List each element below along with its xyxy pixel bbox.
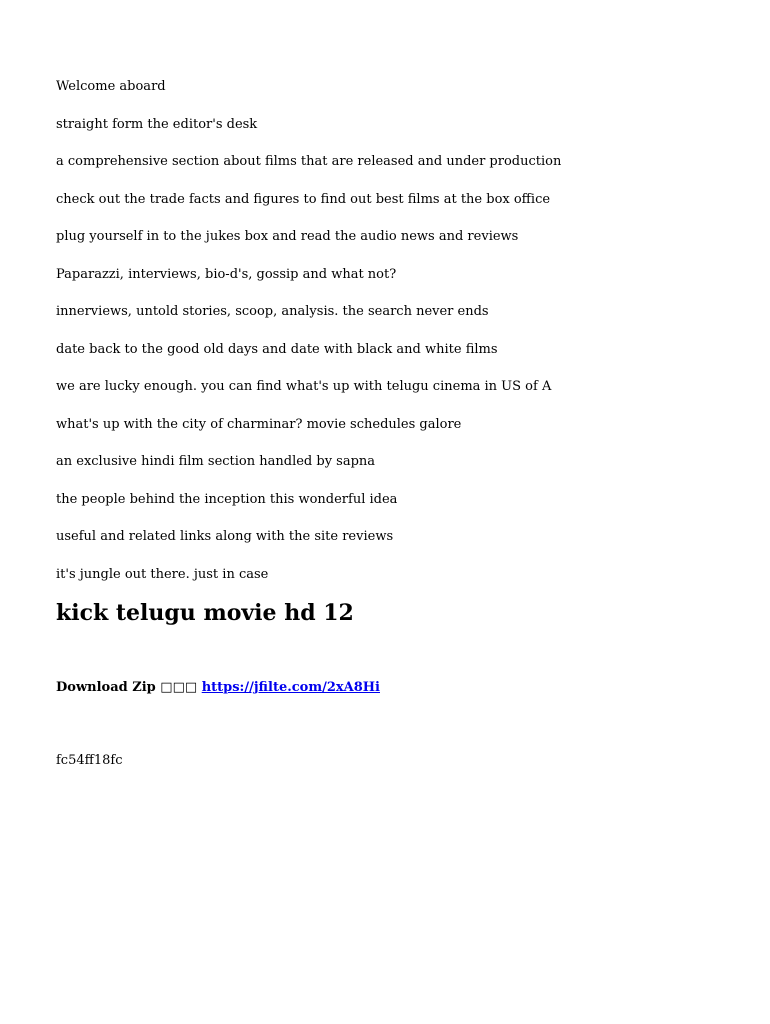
download-line — [56, 679, 380, 697]
section-item: plug yourself in to the jukes box and read the audio news and reviews — [56, 229, 519, 244]
section-item: innerviews, untold stories, scoop, analysis. the search never ends — [56, 304, 489, 319]
section-item: an exclusive hindi film section handled by sapna — [56, 454, 376, 469]
section-item: the people behind the inception this wonderful idea — [56, 491, 398, 507]
section-item: date back to the good old days and date with black and white films — [56, 341, 498, 357]
section-item: a comprehensive section about films that are released and under production — [56, 154, 562, 169]
section-item: it's jungle out there. just in case — [56, 566, 269, 582]
section-item: check out the trade facts and figures to find out best films at the box office — [56, 191, 551, 207]
arrow-glyphs: □□□ — [160, 680, 198, 695]
section-item: useful and related links along with the site reviews — [56, 529, 394, 544]
section-list — [56, 78, 561, 603]
code-text: fc54ff18fc — [56, 753, 123, 768]
page-title: kick telugu movie hd 12 — [56, 600, 354, 626]
download-link[interactable]: https://jfilte.com/2xA8Hi — [201, 680, 380, 695]
section-item: Welcome aboard — [56, 79, 166, 94]
section-item: what's up with the city of charminar? movie schedules galore — [56, 416, 462, 432]
section-item: Paparazzi, interviews, bio-d's, gossip and what not? — [56, 266, 397, 282]
download-label: Download Zip — [56, 680, 156, 695]
section-item: we are lucky enough. you can find what's up with telugu cinema in US of A — [56, 379, 552, 394]
section-item: straight form the editor's desk — [56, 116, 258, 132]
